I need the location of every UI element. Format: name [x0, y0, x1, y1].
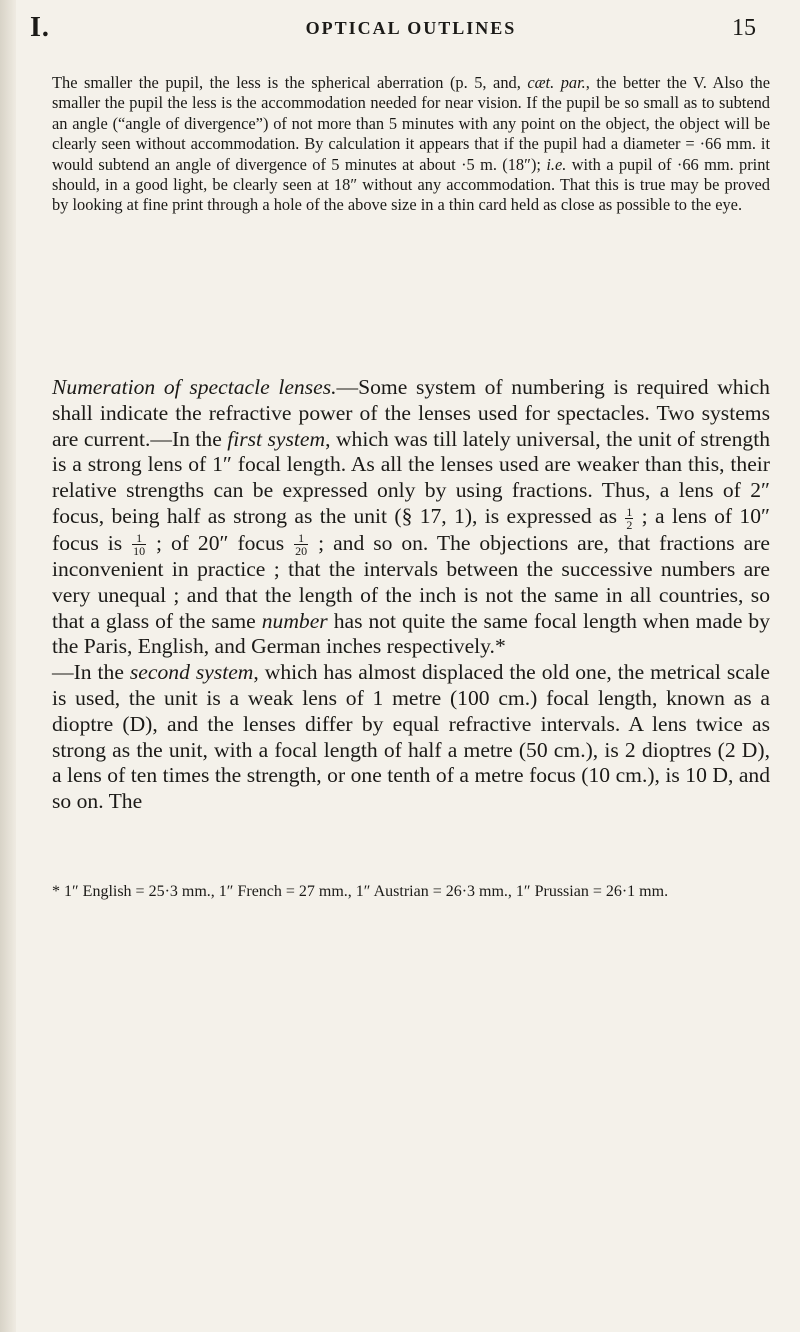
- text-run: ; a lens of 10″ focus is: [52, 503, 770, 555]
- footnote-text: * 1″ English = 25·3 mm., 1″ French = 27 mm., 1″ Austrian = 26·3 mm., 1″ Prussian = 26·1 mm.: [52, 883, 669, 900]
- italic-phrase: number: [261, 608, 328, 633]
- fraction-half: [625, 506, 633, 531]
- text-run: , which has almost displaced the old one, the metrical scale is used, the unit is a weak lens of 1 metre (100 cm.) focal length, known as a dioptre (D), and the lenses differ by equal refractive intervals. A lens twice as strong as the unit, with a focal length of half a metre (50 cm.), is 2 dioptres (2 D), a lens of ten times the strength, or one tenth of a metre focus (10 cm.), is 10 D, and so on. The: [52, 660, 771, 814]
- paragraph-text: [52, 375, 770, 815]
- fraction-numerator: 1: [626, 504, 633, 519]
- text-run: ; and so on. The objections are, that fractions are inconvenient in practice ; that the intervals between the successive numbers are very unequal ; and that the length of the inch is not the same in all countries, so that a glass of the same: [52, 530, 770, 633]
- text-run: has not quite the same focal length when made by the Paris, English, and German inches respectively.*: [52, 608, 771, 659]
- text-run: , which was till lately universal, the unit of strength is a strong lens of 1″ focal length. As all the lenses used are weaker than this, their relative strengths can be expressed only by using fractions. Thus, a lens of 2″ focus, being half as strong as the unit (§ 17, 1), is expressed as: [52, 426, 771, 528]
- italic-phrase: i.e.: [546, 154, 567, 174]
- paragraph-pupil-size: [52, 73, 770, 216]
- fraction-denominator: 10: [133, 544, 146, 559]
- running-title: OPTICAL OUTLINES: [305, 17, 517, 38]
- fraction-numerator: 1: [294, 532, 308, 545]
- fraction-denominator: 2: [626, 517, 633, 532]
- text-run: —Some system of numbering is required which shall indicate the refractive power of the lenses used for spectacles. Two systems are current.—In the: [52, 375, 770, 451]
- italic-phrase: first system: [227, 426, 326, 451]
- fraction-twentieth: [294, 532, 308, 557]
- text-run: with a pupil of ·66 mm. print should, in a good light, be clearly seen at 18″ without any accommodation. That this is true may be proved by looking at fine print through a hole of the above size in a thin card held as close as possible to the eye.: [52, 154, 770, 215]
- fraction-tenth: [132, 532, 146, 557]
- page-number: 15: [732, 14, 756, 41]
- fraction-denominator: 20: [295, 544, 308, 559]
- chapter-number: I.: [30, 12, 50, 43]
- running-header: [30, 10, 756, 46]
- text-run: ; of 20″ focus: [147, 530, 294, 555]
- fraction-numerator: 1: [132, 532, 146, 545]
- section-heading: Numeration of spectacle lenses.: [52, 375, 337, 399]
- text-run: —In the: [52, 660, 130, 685]
- italic-phrase: cæt. par.: [527, 73, 586, 92]
- text-run: , the better the V. Also the smaller the pupil the less is the accommodation needed for near vision. If the pupil be so small as to subtend an angle (“angle of divergence”) of not more than 5 minutes with any point on the object, the object will be clearly seen without accommodation. By calculation it appears that if the pupil had a diameter = ·66 mm. it would subtend an angle of divergence of 5 minutes at about ·5 m. (18″);: [52, 73, 770, 174]
- paragraph-text: [52, 73, 770, 216]
- paragraph-numeration: [52, 375, 770, 815]
- footnote: [52, 882, 770, 901]
- italic-phrase: second system: [129, 660, 254, 685]
- text-run: The smaller the pupil, the less is the spherical aberration (p. 5, and,: [52, 73, 528, 92]
